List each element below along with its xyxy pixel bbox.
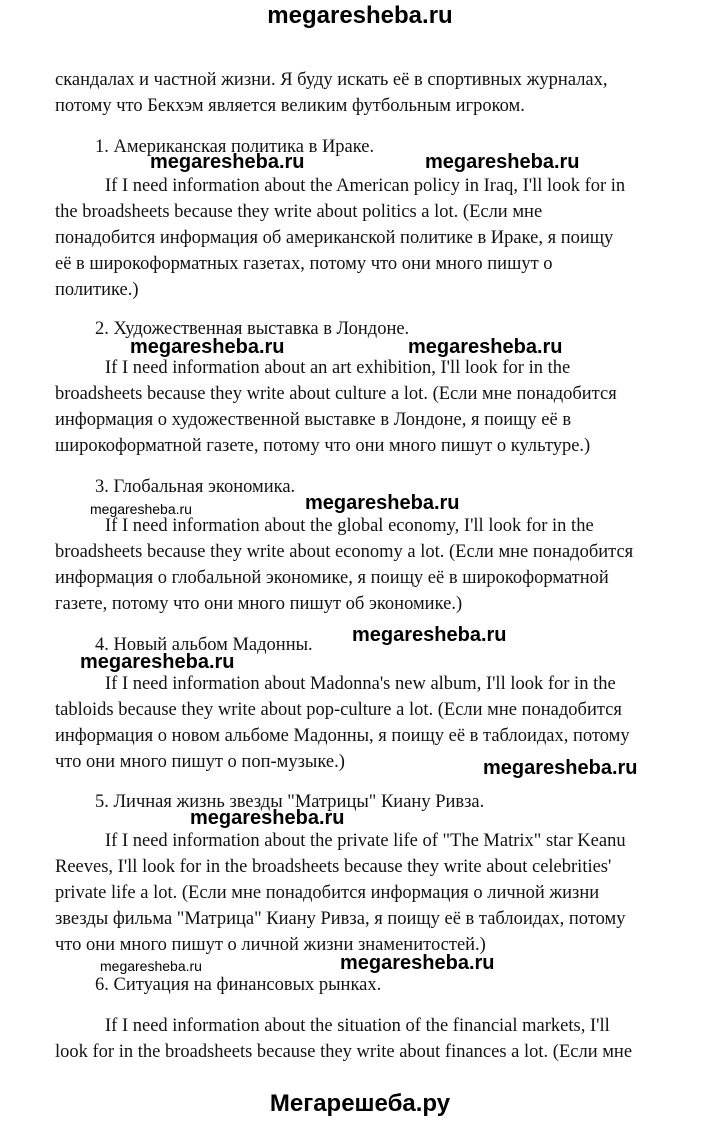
intro-line: скандалах и частной жизни. Я буду искать её в спортивных журналах, xyxy=(55,70,608,90)
item-heading: 3. Глобальная экономика. xyxy=(95,477,296,497)
item-heading: 4. Новый альбом Мадонны. xyxy=(95,635,313,655)
item-line: If I need information about the situation of the financial markets, I'll xyxy=(105,1016,610,1036)
item-line: что они много пишут о личной жизни знаменитостей.) xyxy=(55,935,486,955)
watermark: megaresheba.ru xyxy=(425,151,580,173)
watermark: megaresheba.ru xyxy=(130,336,285,358)
watermark: megaresheba.ru xyxy=(90,501,192,517)
footer-watermark: Мегарешеба.ру xyxy=(269,1090,451,1117)
item-line: the broadsheets because they write about politics a lot. (Если мне xyxy=(55,202,543,222)
watermark: megaresheba.ru xyxy=(80,651,235,673)
watermark: megaresheba.ru xyxy=(305,492,460,514)
intro-line: потому что Бекхэм является великим футбольным игроком. xyxy=(55,96,525,116)
header-watermark: megaresheba.ru xyxy=(267,2,453,29)
item-line: If I need information about an art exhibition, I'll look for in the xyxy=(105,358,571,378)
item-line: информация о художественной выставке в Лондоне, я поищу её в xyxy=(55,410,572,430)
item-line: Reeves, I'll look for in the broadsheets because they write about celebrities' xyxy=(55,857,612,877)
item-line: информация о новом альбоме Мадонны, я поищу её в таблоидах, потому xyxy=(55,726,630,746)
item-line: что они много пишут о поп-музыке.) xyxy=(55,752,345,772)
item-line: look for in the broadsheets because they write about finances a lot. (Если мне xyxy=(55,1042,633,1062)
item-line: звезды фильма "Матрица" Киану Ривза, я поищу её в таблоидах, потому xyxy=(55,909,626,929)
item-line: tabloids because they write about pop-culture a lot. (Если мне понадобится xyxy=(55,700,622,720)
watermark: megaresheba.ru xyxy=(150,151,305,173)
watermark: megaresheba.ru xyxy=(340,952,495,974)
item-line: If I need information about Madonna's new album, I'll look for in the xyxy=(105,674,616,694)
item-heading: 1. Американская политика в Ираке. xyxy=(95,137,375,157)
item-line: If I need information about the private life of "The Matrix" star Keanu xyxy=(105,831,626,851)
item-line: broadsheets because they write about culture a lot. (Если мне понадобится xyxy=(55,384,617,404)
item-line: политике.) xyxy=(55,280,139,300)
item-line: broadsheets because they write about economy a lot. (Если мне понадобится xyxy=(55,542,634,562)
watermark: megaresheba.ru xyxy=(483,757,638,779)
item-line: понадобится информация об американской политике в Ираке, я поищу xyxy=(55,228,614,248)
item-line: информация о глобальной экономике, я поищу её в широкоформатной xyxy=(55,568,609,588)
item-heading: 2. Художественная выставка в Лондоне. xyxy=(95,319,410,339)
item-line: private life a lot. (Если мне понадобится информация о личной жизни xyxy=(55,883,600,903)
item-line: её в широкоформатных газетах, потому что они много пишут о xyxy=(55,254,553,274)
item-line: If I need information about the global economy, I'll look for in the xyxy=(105,516,594,536)
watermark: megaresheba.ru xyxy=(408,336,563,358)
item-heading: 5. Личная жизнь звезды "Матрицы" Киану Ривза. xyxy=(95,792,485,812)
watermark: megaresheba.ru xyxy=(100,958,202,974)
item-heading: 6. Ситуация на финансовых рынках. xyxy=(95,975,382,995)
watermark: megaresheba.ru xyxy=(190,807,345,829)
item-line: If I need information about the American policy in Iraq, I'll look for in xyxy=(105,176,626,196)
item-line: газете, потому что они много пишут об экономике.) xyxy=(55,594,463,614)
watermark: megaresheba.ru xyxy=(352,624,507,646)
item-line: широкоформатной газете, потому что они много пишут о культуре.) xyxy=(55,436,591,456)
